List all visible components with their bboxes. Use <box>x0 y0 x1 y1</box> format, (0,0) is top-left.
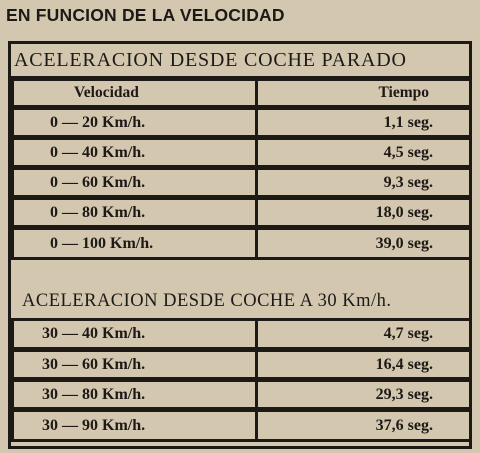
column-header-velocidad: Velocidad <box>11 78 258 108</box>
time-cell: 39,0 seg. <box>255 227 472 260</box>
table-row <box>11 409 472 442</box>
velocity-range-cell: 0 — 80 Km/h. <box>11 197 258 228</box>
table-caption-30kmh: ACELERACION DESDE COCHE A 30 Km/h. <box>22 291 392 311</box>
table-row <box>11 349 472 380</box>
column-header-tiempo: Tiempo <box>255 78 472 108</box>
time-cell: 37,6 seg. <box>255 409 472 442</box>
velocity-range-cell: 0 — 60 Km/h. <box>11 167 258 198</box>
velocity-range-cell: 30 — 60 Km/h. <box>11 349 258 380</box>
time-cell: 29,3 seg. <box>255 379 472 410</box>
time-cell: 18,0 seg. <box>255 197 472 228</box>
table-row <box>11 379 472 410</box>
table-row <box>11 318 472 350</box>
time-cell: 4,5 seg. <box>255 137 472 168</box>
table-row <box>11 197 472 228</box>
table-row <box>11 137 472 168</box>
table-row <box>11 227 472 260</box>
time-cell: 9,3 seg. <box>255 167 472 198</box>
velocity-range-cell: 0 — 100 Km/h. <box>11 227 258 260</box>
time-cell: 16,4 seg. <box>255 349 472 380</box>
velocity-range-cell: 30 — 80 Km/h. <box>11 379 258 410</box>
velocity-range-cell: 0 — 40 Km/h. <box>11 137 258 168</box>
table-caption-parado: ACELERACION DESDE COCHE PARADO <box>14 49 407 71</box>
page-title: EN FUNCION DE LA VELOCIDAD <box>6 5 285 25</box>
table-row <box>11 167 472 198</box>
time-cell: 1,1 seg. <box>255 107 472 138</box>
table-row <box>11 107 472 138</box>
table-header-row <box>11 78 472 108</box>
velocity-range-cell: 30 — 90 Km/h. <box>11 409 258 442</box>
velocity-range-cell: 0 — 20 Km/h. <box>11 107 258 138</box>
time-cell: 4,7 seg. <box>255 318 472 350</box>
velocity-range-cell: 30 — 40 Km/h. <box>11 318 258 350</box>
